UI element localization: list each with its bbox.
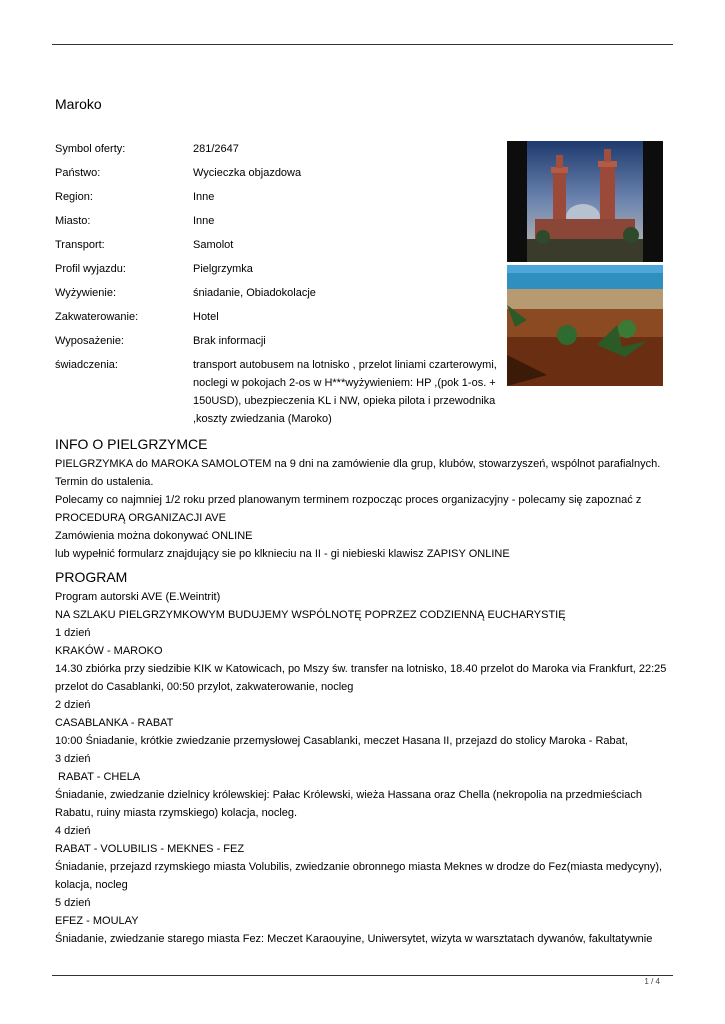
page-number: 1 / 4 <box>644 977 660 986</box>
spec-row <box>55 308 505 326</box>
program-line: kolacja, nocleg <box>55 879 128 891</box>
program-line: Śniadanie, przejazd rzymskiego miasta Volubilis, zwiedzanie obronnego miasta Meknes w drodze do Fez(miasta medycyny), <box>55 861 663 873</box>
spec-row <box>55 212 505 230</box>
program-line: Śniadanie, zwiedzanie starego miasta Fez: Meczet Karaouyine, Uniwersytet, wizyta w warsztatach dywanów, fakultatywnie <box>55 933 653 945</box>
program-line: CASABLANKA - RABAT <box>55 717 174 729</box>
spec-value: 281/2647 <box>193 143 239 155</box>
spec-value: Hotel <box>193 311 219 323</box>
spec-row <box>55 236 505 254</box>
spec-value: śniadanie, Obiadokolacje <box>193 287 316 299</box>
program-line: KRAKÓW - MAROKO <box>55 645 163 657</box>
program-line: 5 dzień <box>55 897 91 909</box>
program-line: 14.30 zbiórka przy siedzibie KIK w Katowicach, po Mszy św. transfer na lotnisko, 18.40 przelot do Maroka via Frankfurt, 22:25 <box>55 663 667 675</box>
spec-label: Zakwaterowanie: <box>55 311 139 323</box>
program-line: 10:00 Śniadanie, krótkie zwiedzanie przemysłowej Casablanki, meczet Hasana II, przejazd do stolicy Maroka - Rabat, <box>55 735 628 747</box>
program-line: RABAT - VOLUBILIS - MEKNES - FEZ <box>55 843 245 855</box>
program-line: 4 dzień <box>55 825 91 837</box>
program-line: NA SZLAKU PIELGRZYMKOWYM BUDUJEMY WSPÓLNOTĘ POPRZEZ CODZIENNĄ EUCHARYSTIĘ <box>55 609 566 621</box>
spec-label: Region: <box>55 191 93 203</box>
info-line: Polecamy co najmniej 1/2 roku przed planowanym terminem rozpocząc proces organizacyjny - polecamy się zapoznać z <box>55 494 642 506</box>
spec-label: Wyposażenie: <box>55 335 124 347</box>
info-line: Zamówienia można dokonywać ONLINE <box>55 530 253 542</box>
footer-rule <box>52 975 673 976</box>
spec-value <box>193 356 505 428</box>
program-line: przelot do Casablanki, 00:50 przylot, zakwaterowanie, nocleg <box>55 681 354 693</box>
spec-row <box>55 188 505 206</box>
program-line: Śniadanie, zwiedzanie dzielnicy królewskiej: Pałac Królewski, wieża Hassana oraz Chella (nekropolia na przedmieściach <box>55 789 642 801</box>
program-line: Program autorski AVE (E.Weintrit) <box>55 591 221 603</box>
info-line: Termin do ustalenia. <box>55 476 154 488</box>
city-photo <box>507 265 663 386</box>
services-line: 150USD), ubezpieczenia KL i NW, opieka pilota i przewodnika <box>193 395 496 407</box>
services-line: noclegi w pokojach 2-os w H***wyżywieniem: HP ,(pok 1-os. + <box>193 377 496 389</box>
offer-specs <box>55 140 505 434</box>
content <box>55 434 675 948</box>
spec-label: Państwo: <box>55 167 101 179</box>
spec-row <box>55 332 505 350</box>
page-title: Maroko <box>55 96 102 112</box>
services-line: ,koszty zwiedzania (Maroko) <box>193 413 332 425</box>
info-line: lub wypełnić formularz znajdujący sie po klknieciu na II - gi niebieski klawisz ZAPISY ONLINE <box>55 548 510 560</box>
spec-value: Samolot <box>193 239 234 251</box>
program-line: EFEZ - MOULAY <box>55 915 139 927</box>
spec-value: Pielgrzymka <box>193 263 253 275</box>
spec-row <box>55 164 505 182</box>
program-line: 2 dzień <box>55 699 91 711</box>
spec-label: Symbol oferty: <box>55 143 126 155</box>
spec-row <box>55 260 505 278</box>
program-line: 1 dzień <box>55 627 91 639</box>
spec-row <box>55 356 505 428</box>
spec-label: świadczenia: <box>55 359 118 371</box>
info-heading: INFO O PIELGRZYMCE <box>55 436 208 452</box>
mosque-photo <box>507 141 663 262</box>
info-line: PROCEDURĄ ORGANIZACJI AVE <box>55 512 226 524</box>
services-line: transport autobusem na lotnisko , przelot liniami czarterowymi, <box>193 359 497 371</box>
spec-label: Profil wyjazdu: <box>55 263 126 275</box>
header-rule <box>52 44 673 45</box>
spec-row <box>55 140 505 158</box>
spec-row <box>55 284 505 302</box>
spec-label: Wyżywienie: <box>55 287 117 299</box>
info-line: PIELGRZYMKA do MAROKA SAMOLOTEM na 9 dni na zamówienie dla grup, klubów, stowarzyszeń, wspólnot parafialnych. <box>55 458 661 470</box>
spec-label: Transport: <box>55 239 105 251</box>
spec-value: Inne <box>193 191 215 203</box>
program-line: 3 dzień <box>55 753 91 765</box>
spec-label: Miasto: <box>55 215 91 227</box>
program-line: RABAT - CHELA <box>55 771 141 783</box>
spec-value: Brak informacji <box>193 335 266 347</box>
program-heading: PROGRAM <box>55 569 128 585</box>
spec-value: Inne <box>193 215 215 227</box>
spec-value: Wycieczka objazdowa <box>193 167 302 179</box>
program-line: Rabatu, ruiny miasta rzymskiego) kolacja, nocleg. <box>55 807 298 819</box>
